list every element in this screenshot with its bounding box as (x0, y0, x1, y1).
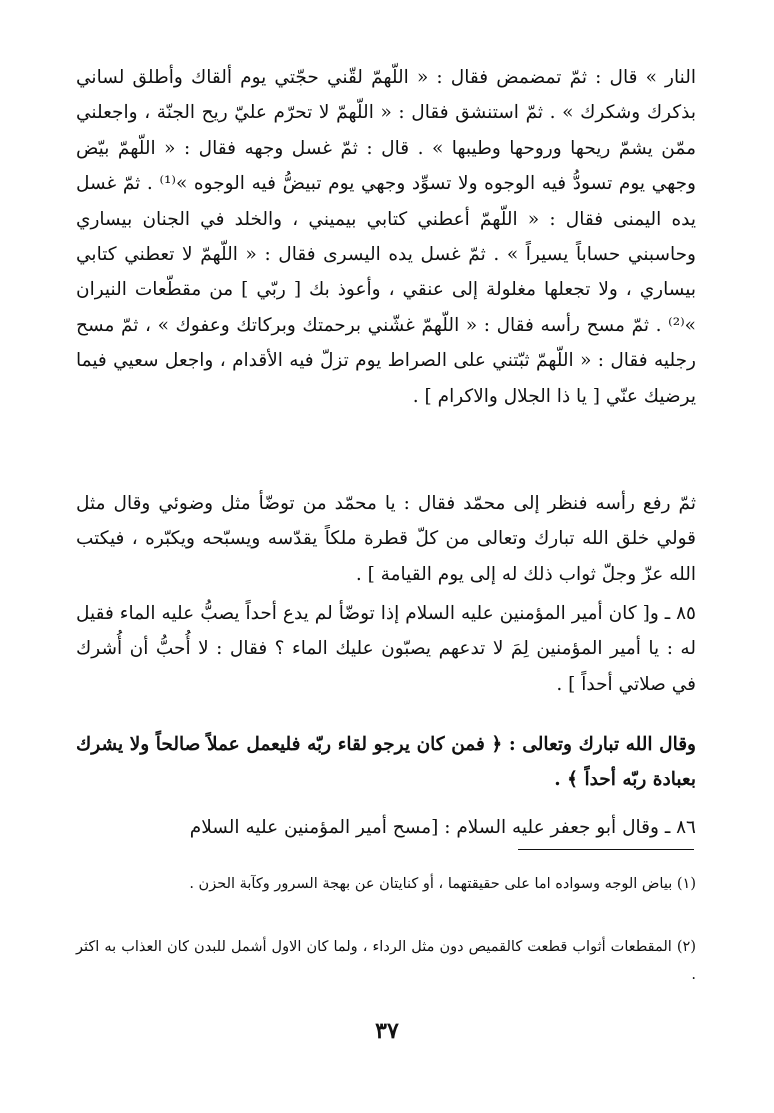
quran-verse: ﴿ فمن كان يرجو لقاء ربّه فليعمل عملاً صالحاً ولا يشرك بعبادة ربّه أحداً ﴾ (76, 734, 696, 791)
footnote-2: (٢) المقطعات أثواب قطعت كالقميص دون مثل الرداء ، ولما كان الاول أشمل للبدن كان العذاب به اكثر . (76, 939, 696, 983)
page-number: ٣٧ (375, 1018, 399, 1044)
main-paragraph-wudu-supplications: النار » قال : ثمّ تمضمض فقال : « اللّهمّ لقّني حجّتي يوم ألقاك وأطلق لساني بذكرك وشكرك » . ثمّ استنشق فقال : « اللّهمّ لا تحرّم عليّ ريح الجنّة ، واجعلني ممّن يشمّ ريحها وروحها وطيبها » . قال : ثمّ غسل وجهه فقال : « اللّهمّ بيّض وجهي يوم تسودُّ فيه الوجوه ولا تسوِّد وجهي يوم تبيضُّ فيه الوجوه »⁽¹⁾ . ثمّ غسل يده اليمنى فقال : « اللّهمّ أعطني كتابي بيميني ، والخلد في الجنان بيساري وحاسبني حساباً يسيراً » . ثمّ غسل يده اليسرى فقال : « اللّهمّ لا تعطني كتابي بيساري ، ولا تجعلها مغلولة إلى عنقي ، وأعوذ بك [ ربّي ] من مقطّعات النيران »⁽²⁾ . ثمّ مسح رأسه فقال : « اللّهمّ غشّني برحمتك وبركاتك وعفوك » ، ثمّ مسح رجليه فقال : « اللّهمّ ثبّتني على الصراط يوم تزلّ فيه الأقدام ، واجعل سعيي فيما يرضيك عنّي [ يا ذا الجلال والاكرام ] . (76, 67, 696, 407)
quran-tail-text: . (554, 769, 568, 791)
main-paragraph-reward: ثمّ رفع رأسه فنظر إلى محمّد فقال : يا محمّد من توضّأ مثل وضوئي وقال مثل قولي خلق الله تبارك وتعالى من كلّ قطرة ملكاً يقدّسه ويسبّحه ويكبّره ، فيكتب الله عزّ وجلّ ثواب ذلك له إلى يوم القيامة ] . (76, 493, 696, 585)
hadith-85: ٨٥ ـ و[ كان أمير المؤمنين عليه السلام إذا توضّأ لم يدع أحداً يصبُّ عليه الماء فقيل له : يا أمير المؤمنين لِمَ لا تدعهم يصبّون عليك الماء ؟ فقال : لا أُحبُّ أن أُشرك في صلاتي أحداً ] . (76, 603, 696, 695)
footnote-1: (١) بياض الوجه وسواده اما على حقيقتهما ، أو كنايتان عن بهجة السرور وكآبة الحزن . (189, 876, 696, 892)
footnote-divider (518, 849, 694, 850)
quran-lead-text: وقال الله تبارك وتعالى : (502, 734, 696, 755)
quran-citation-paragraph (76, 727, 696, 798)
hadith-86: ٨٦ ـ وقال أبو جعفر عليه السلام : [مسح أمير المؤمنين عليه السلام (189, 817, 696, 838)
